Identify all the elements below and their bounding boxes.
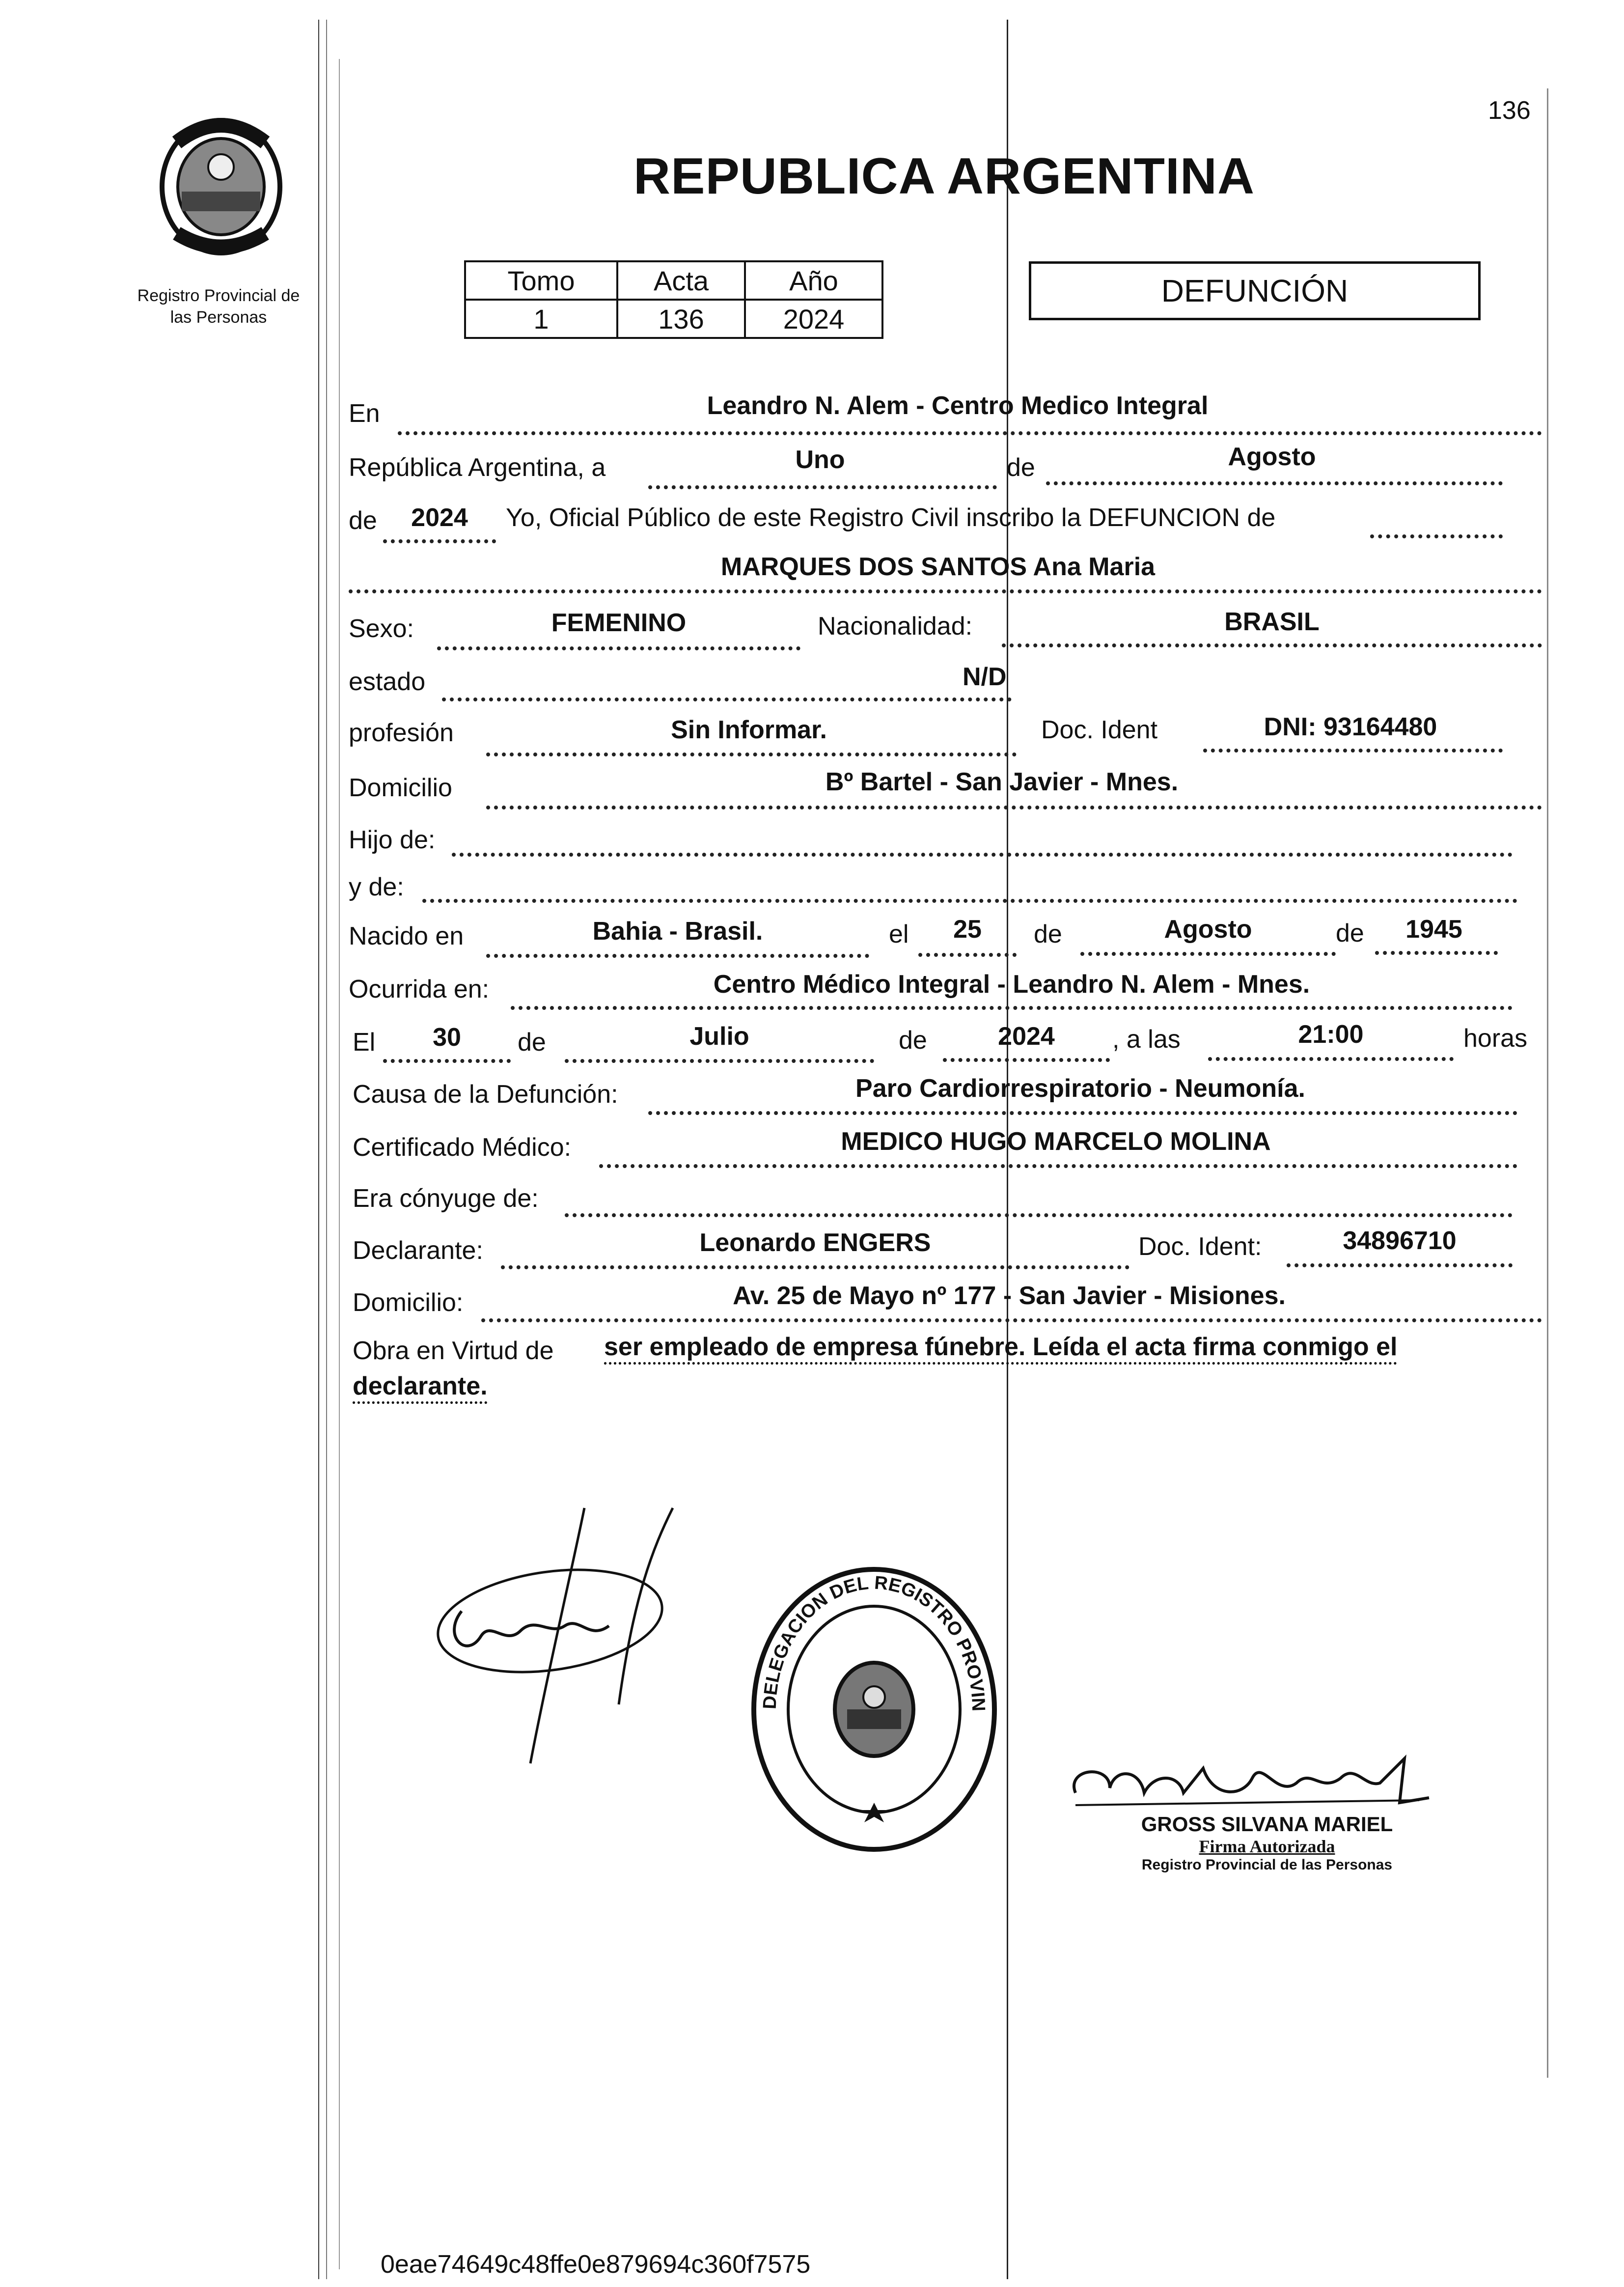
- declarante-doc-label: Doc. Ident:: [1138, 1232, 1262, 1261]
- profesion-value: Sin Informar.: [671, 716, 827, 744]
- dotted-line: [486, 806, 1542, 809]
- declarante-label: Declarante:: [353, 1236, 483, 1265]
- death-de-label: de: [518, 1028, 546, 1057]
- doc-ident-label: Doc. Ident: [1041, 716, 1158, 744]
- dotted-line: [422, 899, 1517, 903]
- certificado-label: Certificado Médico:: [353, 1133, 572, 1162]
- en-label: En: [349, 399, 380, 428]
- nacionalidad-value: BRASIL: [1224, 608, 1320, 636]
- birth-de2-label: de: [1336, 919, 1364, 948]
- dotted-line: [648, 485, 997, 489]
- deceased-name: MARQUES DOS SANTOS Ana Maria: [720, 553, 1156, 581]
- sexo-value: FEMENINO: [551, 609, 687, 637]
- dotted-line: [565, 1059, 874, 1063]
- document-hash: 0eae74649c48ffe0e879694c360f7575: [381, 2250, 811, 2279]
- dotted-line: [565, 1213, 1513, 1217]
- record-type-box: [1029, 261, 1481, 320]
- profesion-label: profesión: [349, 719, 454, 747]
- birth-month: Agosto: [1164, 915, 1252, 944]
- domicilio2-value: Av. 25 de Mayo nº 177 - San Javier - Misiones.: [733, 1282, 1286, 1310]
- table-header: Tomo: [465, 261, 617, 300]
- estado-label: estado: [349, 668, 426, 696]
- y-de-label: y de:: [349, 873, 404, 901]
- dotted-line: [383, 539, 496, 543]
- table-cell: 1: [465, 300, 617, 338]
- death-day: 30: [433, 1023, 461, 1052]
- nacido-en-value: Bahia - Brasil.: [592, 917, 763, 946]
- domicilio-value: Bº Bartel - San Javier - Mnes.: [825, 768, 1179, 796]
- obra-value-line1: ser empleado de empresa fúnebre. Leída el acta firma conmigo el: [604, 1333, 1398, 1361]
- domicilio-label: Domicilio: [349, 774, 452, 802]
- doc-ident-value: DNI: 93164480: [1264, 713, 1437, 741]
- signatory-office: Registro Provincial de las Personas: [1141, 1857, 1393, 1873]
- logo-caption-line2: las Personas: [170, 308, 267, 327]
- causa-value: Paro Cardiorrespiratorio - Neumonía.: [855, 1074, 1305, 1103]
- causa-label: Causa de la Defunción:: [353, 1080, 618, 1109]
- death-time: 21:00: [1298, 1020, 1364, 1049]
- el2-label: El: [353, 1028, 376, 1057]
- dotted-line: [486, 753, 1017, 756]
- logo-caption-line1: Registro Provincial de: [137, 286, 300, 305]
- dotted-line: [383, 1059, 511, 1063]
- dotted-line: [599, 1164, 1517, 1168]
- signatory-name: GROSS SILVANA MARIEL: [1141, 1813, 1393, 1836]
- day-value: Uno: [795, 446, 845, 474]
- hijo-de-label: Hijo de:: [349, 826, 436, 854]
- death-month: Julio: [689, 1022, 749, 1051]
- table-cell: 2024: [745, 300, 882, 338]
- domicilio2-label: Domicilio:: [353, 1288, 464, 1317]
- declarant-signature: [422, 1498, 697, 1773]
- de-label: de: [1007, 453, 1035, 482]
- ocurrida-label: Ocurrida en:: [349, 975, 490, 1004]
- dotted-line: [486, 954, 869, 958]
- dotted-line: [398, 431, 1542, 435]
- dotted-line: [481, 1318, 1542, 1322]
- authorized-signature: [1066, 1749, 1439, 1813]
- obra-value-line2: declarante.: [353, 1372, 488, 1400]
- record-type: DEFUNCIÓN: [1161, 273, 1349, 308]
- dotted-line: [648, 1111, 1517, 1115]
- a-las-label: , a las: [1112, 1025, 1181, 1054]
- death-de2-label: de: [899, 1026, 927, 1055]
- birth-de-label: de: [1034, 920, 1062, 948]
- el-label: el: [889, 920, 909, 948]
- birth-day: 25: [953, 915, 982, 944]
- dotted-line: [1287, 1263, 1513, 1267]
- index-table: [464, 260, 883, 339]
- estado-value: N/D: [963, 663, 1007, 691]
- logo-caption: [115, 285, 322, 328]
- page-title: REPUBLICA ARGENTINA: [633, 148, 1255, 205]
- registry-seal: [746, 1562, 1002, 1857]
- signature-block: [1080, 1813, 1454, 1873]
- dotted-line: [1375, 951, 1498, 955]
- dotted-line: [1002, 643, 1542, 647]
- dotted-line: [1080, 952, 1336, 956]
- table-header: Año: [745, 261, 882, 300]
- month-value: Agosto: [1228, 443, 1316, 471]
- page-number: 136: [1488, 96, 1531, 125]
- nacionalidad-label: Nacionalidad:: [818, 612, 973, 641]
- dotted-line: [943, 1058, 1110, 1062]
- declarante-doc-value: 34896710: [1343, 1227, 1457, 1255]
- dotted-line: [349, 589, 1542, 593]
- dotted-line: [437, 646, 800, 650]
- horas-label: horas: [1463, 1024, 1528, 1053]
- dotted-line: [1208, 1057, 1454, 1061]
- year-value: 2024: [411, 503, 468, 532]
- seal-ring-text: DELEGACION DEL REGISTRO PROVIN: [759, 1572, 989, 1712]
- table-header: Acta: [617, 261, 745, 300]
- margin-line: [339, 59, 340, 2269]
- dotted-line: [918, 953, 1017, 957]
- provincial-crest-logo: [147, 113, 295, 260]
- signatory-role: Firma Autorizada: [1199, 1837, 1335, 1856]
- dotted-line: [1370, 534, 1503, 538]
- ocurrida-value: Centro Médico Integral - Leandro N. Alem - Mnes.: [713, 970, 1310, 999]
- de2-label: de: [349, 506, 377, 535]
- dotted-line: [1046, 481, 1503, 485]
- margin-line: [318, 20, 319, 2279]
- nacido-en-label: Nacido en: [349, 922, 464, 950]
- obra-label: Obra en Virtud de: [353, 1337, 554, 1365]
- right-margin-line: [1547, 88, 1548, 2078]
- sexo-label: Sexo:: [349, 614, 414, 643]
- death-year: 2024: [998, 1022, 1055, 1051]
- birth-year: 1945: [1405, 915, 1462, 944]
- dotted-line: [501, 1265, 1129, 1269]
- dotted-line: [442, 697, 1012, 701]
- dotted-line: [452, 853, 1513, 857]
- dotted-line: [1203, 749, 1503, 753]
- dotted-line: [511, 1006, 1513, 1010]
- table-cell: 136: [617, 300, 745, 338]
- margin-line: [326, 20, 327, 2279]
- declarante-value: Leonardo ENGERS: [699, 1228, 931, 1257]
- conyuge-label: Era cónyuge de:: [353, 1184, 539, 1213]
- republica-label: República Argentina, a: [349, 453, 606, 482]
- en-value: Leandro N. Alem - Centro Medico Integral: [707, 391, 1209, 420]
- certificado-value: MEDICO HUGO MARCELO MOLINA: [841, 1127, 1271, 1156]
- official-text: Yo, Oficial Público de este Registro Civil inscribo la DEFUNCION de: [506, 503, 1276, 532]
